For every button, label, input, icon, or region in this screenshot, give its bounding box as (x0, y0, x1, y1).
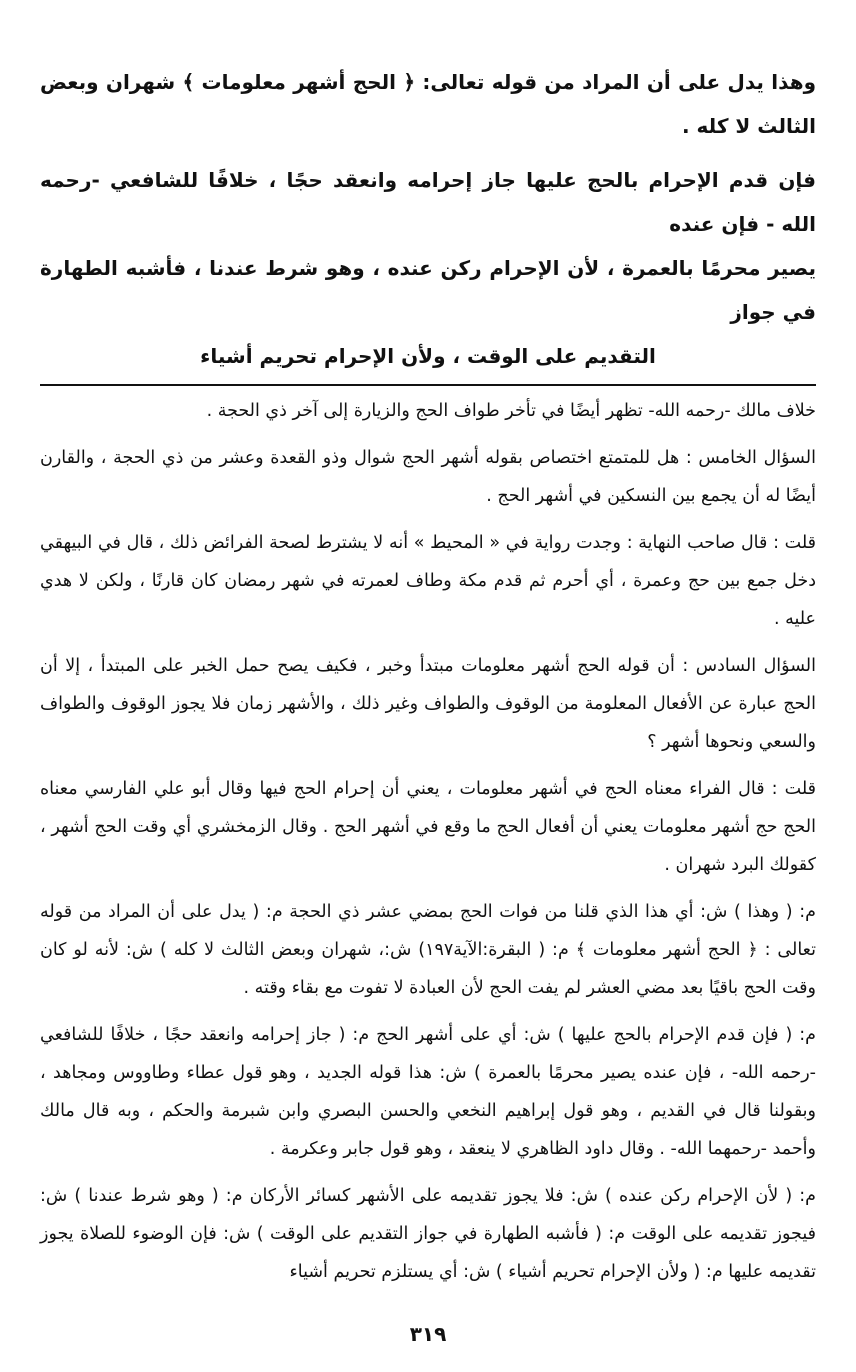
commentary-block (40, 392, 816, 1291)
main-paragraph-2-line-3: التقديم على الوقت ، ولأن الإحرام تحريم أشياء (200, 344, 656, 368)
commentary-paragraph-7: م: ( لأن الإحرام ركن عنده ) ش: فلا يجوز تقديمه على الأشهر كسائر الأركان م: ( وهو شرط عندنا ) ش: فيجوز تقديمه على الوقت م: ( فأشبه الطهارة في جواز التقديم على الوقت ) ش: فإن الوضوء للصلاة يجوز تقديمه عليها م: ( ولأن الإحرام تحريم أشياء ) ش: أي يستلزم تحريم أشياء (40, 1186, 816, 1282)
main-paragraph-1: وهذا يدل على أن المراد من قوله تعالى: ﴿ الحج أشهر معلومات ﴾ شهران وبعض الثالث لا كله . (40, 70, 816, 138)
main-paragraph-2-line-2: يصير محرمًا بالعمرة ، لأن الإحرام ركن عنده ، وهو شرط عندنا ، فأشبه الطهارة في جواز (40, 256, 816, 324)
commentary-paragraph-0: خلاف مالك -رحمه الله- تظهر أيضًا في تأخر طواف الحج والزيارة إلى آخر ذي الحجة . (206, 401, 816, 421)
commentary-paragraph-question-5: السؤال الخامس : هل للمتمتع اختصاص بقوله أشهر الحج شوال وذو القعدة وعشر من ذي الحجة ، والقارن أيضًا له أن يجمع بين النسكين في أشهر الحج . (40, 448, 816, 506)
commentary-paragraph-6: م: ( فإن قدم الإحرام بالحج عليها ) ش: أي على أشهر الحج م: ( جاز إحرامه وانعقد حجًا ، خلافًا للشافعي -رحمه الله- ، فإن عنده يصير محرمًا بالعمرة ) ش: هذا قوله الجديد ، وهو قول عطاء وطاووس ومجاهد ، وبقولنا قال في القديم ، وهو قول إبراهيم النخعي والحسن البصري وابن شبرمة والحكم ، وبه قال مالك وأحمد -رحمهما الله- . وقال داود الظاهري لا ينعقد ، وهو قول جابر وعكرمة . (40, 1025, 816, 1159)
commentary-paragraph-5: م: ( وهذا ) ش: أي هذا الذي قلنا من فوات الحج بمضي عشر ذي الحجة م: ( يدل على أن المراد من قوله تعالى : ﴿ الحج أشهر معلومات ﴾ م: ( البقرة:الآية١٩٧) ش:، شهران وبعض الثالث لا كله ) ش: لأنه لو كان وقت الحج باقيًا بعد مضي العشر لم يفت الحج لأن العبادة لا تفوت مع بقاء وقته . (40, 902, 816, 998)
commentary-paragraph-question-6: السؤال السادس : أن قوله الحج أشهر معلومات مبتدأ وخبر ، فكيف يصح حمل الخبر على المبتدأ ، إلا أن الحج عبارة عن الأفعال المعلومة من الوقوف والطواف وغير ذلك ، والأشهر زمان فلا يجوز الوقوف والطواف والسعي ونحوها أشهر ؟ (40, 656, 816, 752)
commentary-paragraph-answer-5: قلت : قال صاحب النهاية : وجدت رواية في « المحيط » أنه لا يشترط لصحة الفرائض ذلك ، قال في البيهقي دخل جمع بين حج وعمرة ، أي أحرم ثم قدم مكة وطاف لعمرته في شهر رمضان كان قارنًا ، ولكن لا هدي عليه . (40, 533, 816, 629)
main-paragraph-2-line-1: فإن قدم الإحرام بالحج عليها جاز إحرامه وانعقد حجًا ، خلافًا للشافعي -رحمه الله - فإن عنده (40, 168, 816, 236)
page-number: ٣١٩ (409, 1322, 447, 1346)
main-text-block (40, 60, 816, 378)
commentary-paragraph-answer-6: قلت : قال الفراء معناه الحج في أشهر معلومات ، يعني أن إحرام الحج فيها وقال أبو علي الفارسي معناه الحج حج أشهر معلومات يعني أن أفعال الحج ما وقع في أشهر الحج . وقال الزمخشري أي وقت الحج أشهر ، كقولك البرد شهران . (40, 779, 816, 875)
separator-rule (40, 384, 816, 386)
